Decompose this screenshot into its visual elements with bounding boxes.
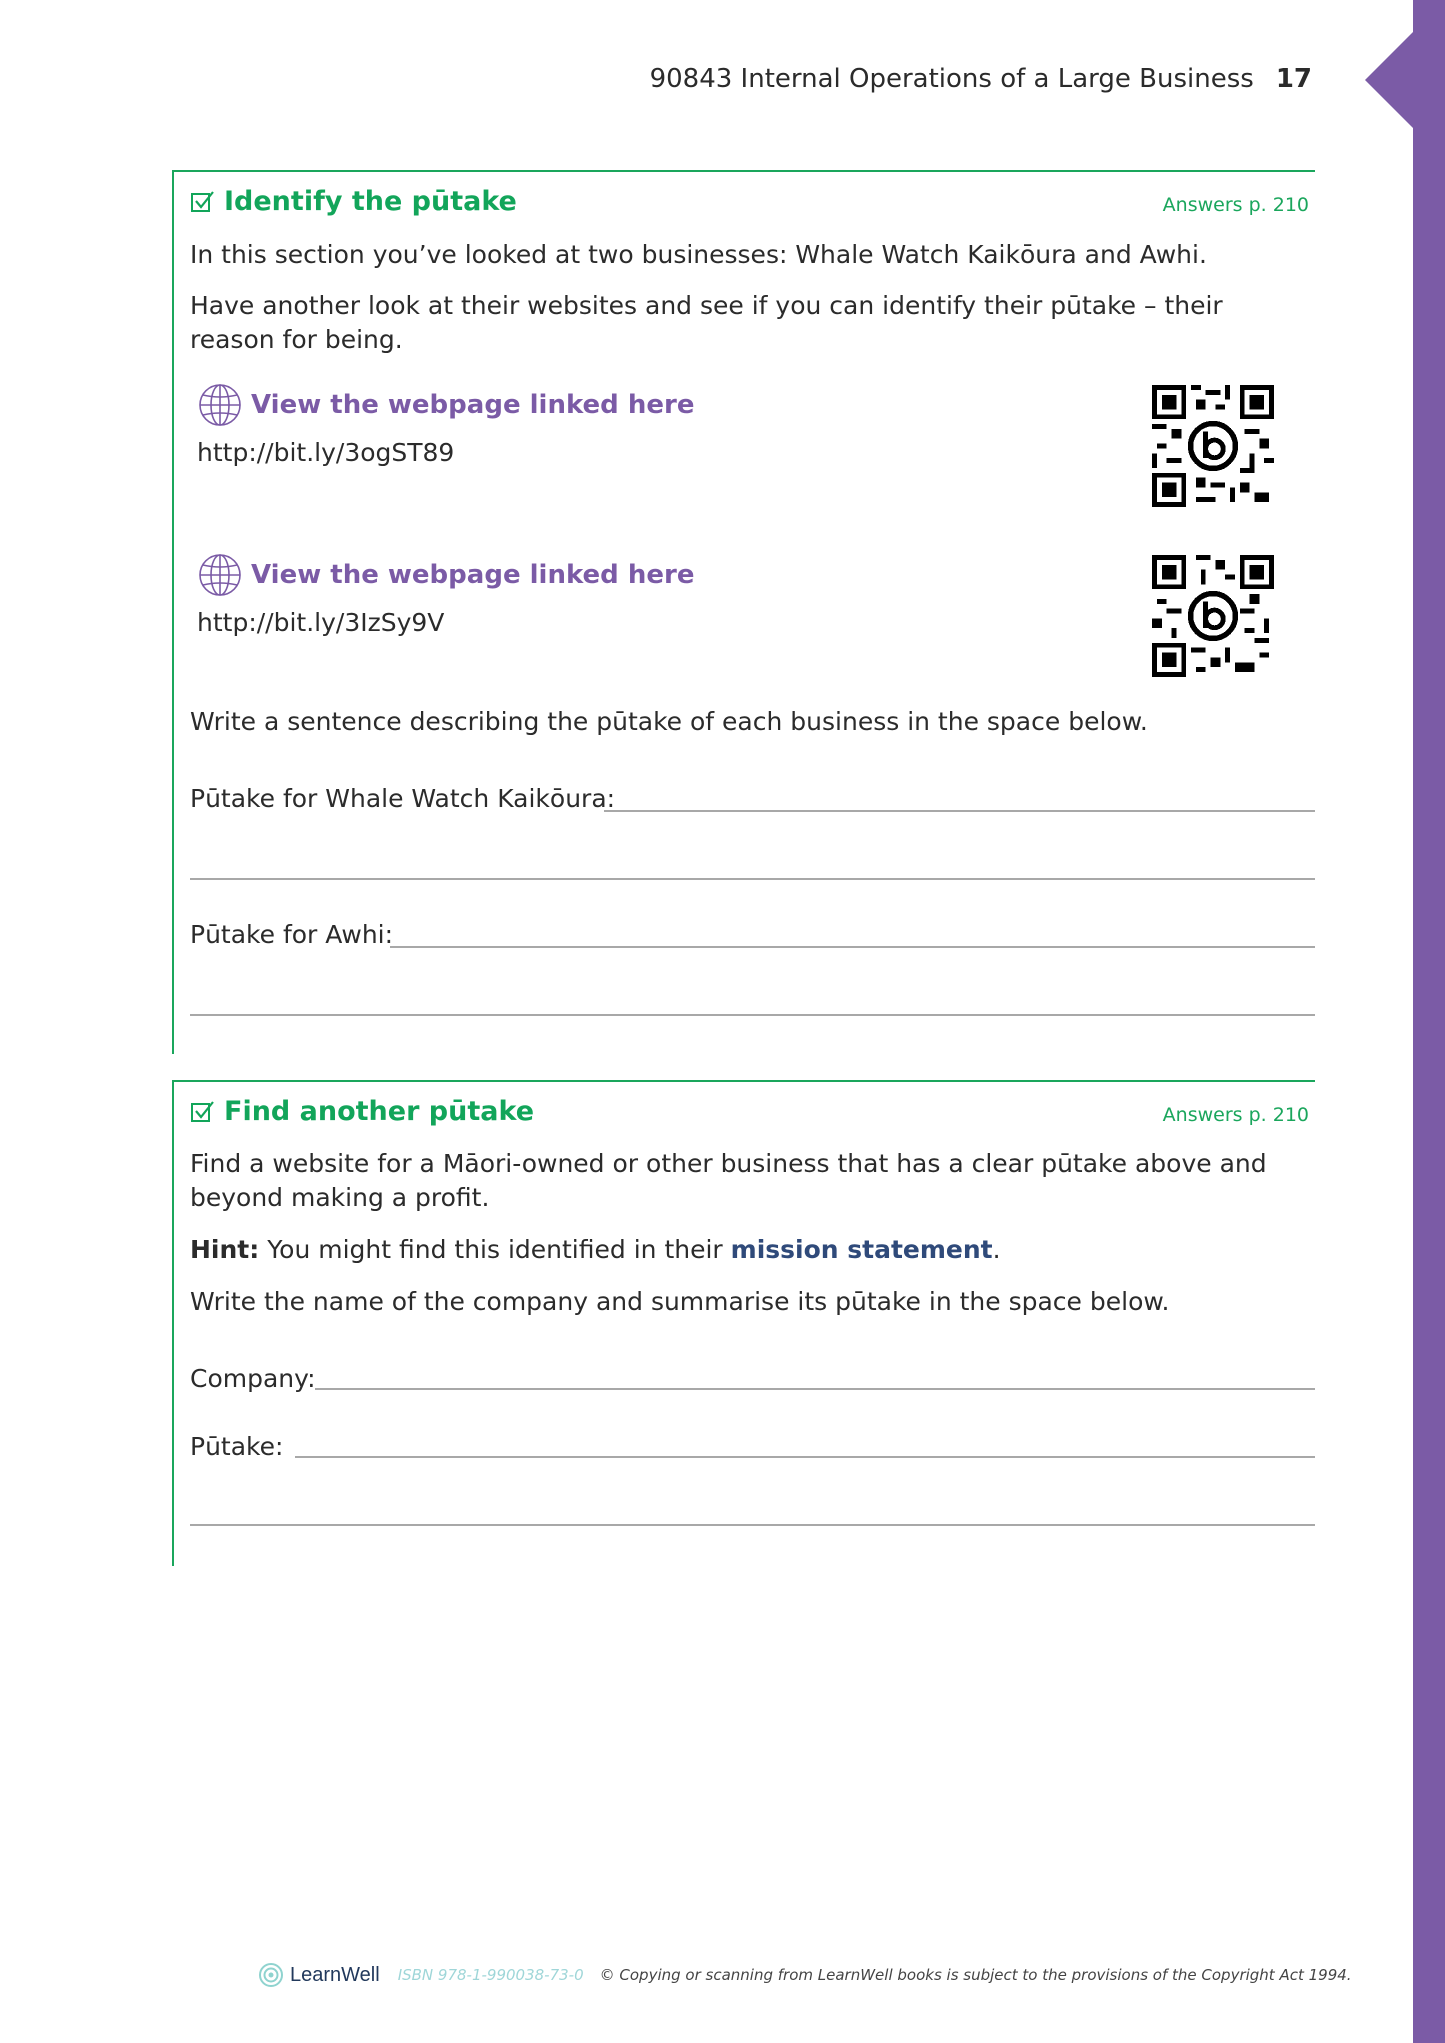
- qr-code-icon[interactable]: [1152, 555, 1274, 677]
- answers-reference: Answers p. 210: [1162, 1104, 1309, 1126]
- globe-icon: [197, 552, 243, 598]
- weblink-title-1[interactable]: [197, 382, 694, 428]
- label-company: Company:: [190, 1364, 316, 1393]
- label-whale-watch: Pūtake for Whale Watch Kaikōura:: [190, 784, 616, 813]
- weblink-title-text: View the webpage linked here: [251, 560, 695, 590]
- checkbox-tick-icon: [190, 189, 216, 215]
- hint-text: You might find this identified in their: [259, 1235, 731, 1264]
- weblink-title-2[interactable]: [197, 552, 694, 598]
- learnwell-logo-icon: [258, 1962, 284, 1988]
- answer-line[interactable]: [315, 1388, 1315, 1390]
- answer-line[interactable]: [190, 878, 1315, 880]
- activity-identify-putake: [172, 170, 1315, 1054]
- weblink-url-2[interactable]: http://bit.ly/3IzSy9V: [197, 608, 445, 637]
- answer-line[interactable]: [295, 1456, 1315, 1458]
- answers-reference: Answers p. 210: [1162, 194, 1309, 216]
- label-putake: Pūtake:: [190, 1432, 284, 1461]
- answer-line[interactable]: [190, 1014, 1315, 1016]
- hint-label: Hint:: [190, 1235, 260, 1264]
- intro-paragraph: In this section you’ve looked at two businesses: Whale Watch Kaikōura and Awhi.: [190, 240, 1207, 269]
- intro-paragraph: Find a website for a Māori-owned or other business that has a clear pūtake above and beyond making a profit.: [190, 1149, 1267, 1212]
- isbn: ISBN 978-1-990038-73-0: [397, 1966, 584, 1984]
- activity-title: [190, 186, 517, 217]
- activity-title-text: Identify the pūtake: [224, 186, 517, 217]
- task-paragraph: Write a sentence describing the pūtake of each business in the space below.: [190, 707, 1148, 736]
- activity-title-text: Find another pūtake: [224, 1096, 535, 1127]
- answer-line[interactable]: [190, 1524, 1315, 1526]
- header-title: 90843 Internal Operations of a Large Business: [649, 64, 1254, 94]
- answer-line[interactable]: [390, 946, 1315, 948]
- running-header: [650, 64, 1312, 94]
- page-edge-bar: [1413, 0, 1445, 2043]
- page-footer: [258, 1962, 1352, 1988]
- brand-name: LearnWell: [290, 1963, 380, 1986]
- qr-code-icon[interactable]: [1152, 385, 1274, 507]
- activity-title: [190, 1096, 534, 1127]
- hint-end: .: [992, 1235, 1001, 1264]
- hint-paragraph: [190, 1233, 1001, 1267]
- hint-keyword: mission statement: [730, 1235, 993, 1264]
- globe-icon: [197, 382, 243, 428]
- task-paragraph: Write the name of the company and summarise its pūtake in the space below.: [190, 1287, 1170, 1316]
- answer-line[interactable]: [604, 810, 1315, 812]
- instruction-paragraph: Have another look at their websites and see if you can identify their pūtake – their reason for being.: [190, 291, 1223, 354]
- page-tab-marker: [1365, 32, 1413, 128]
- activity-find-another-putake: [172, 1080, 1315, 1566]
- label-awhi: Pūtake for Awhi:: [190, 920, 394, 949]
- checkbox-tick-icon: [190, 1099, 216, 1125]
- weblink-title-text: View the webpage linked here: [251, 390, 695, 420]
- copyright-notice: © Copying or scanning from LearnWell books is subject to the provisions of the Copyright Act 1994.: [599, 1966, 1352, 1984]
- page-number: 17: [1275, 64, 1312, 94]
- weblink-url-1[interactable]: http://bit.ly/3ogST89: [197, 438, 455, 467]
